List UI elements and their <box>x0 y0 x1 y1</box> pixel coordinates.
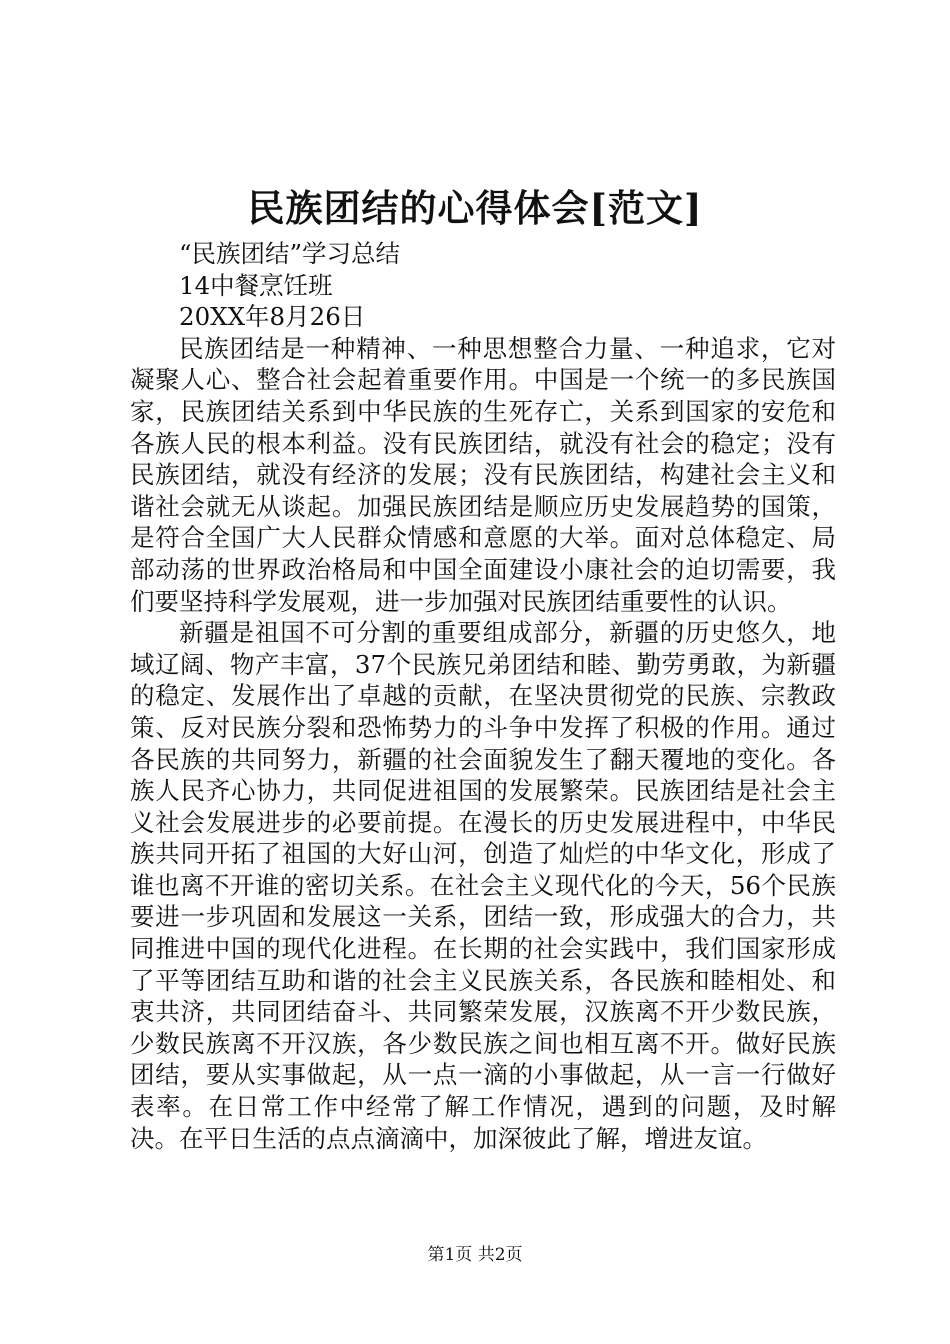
header-line-class: 14中餐烹饪班 <box>179 270 333 300</box>
page-number: 第1页 共2页 <box>427 1245 523 1265</box>
document-title: 民族团结的心得体会[范文] <box>247 186 703 230</box>
paragraph: 民族团结是一种精神、一种思想整合力量、一种追求，它对凝聚人心、整合社会起着重要作用。中国是一个统一的多民族国家，民族团结关系到中华民族的生死存亡，关系到国家的安危和各族人民的根本利益。没有民族团结，就没有社会的稳定；没有民族团结，就没有经济的发展；没有民族团结，构建社会主义和谐社会就无从谈起。加强民族团结是顺应历史发展趋势的国策，是符合全国广大人民群众情感和意愿的大举。面对总体稳定、局部动荡的世界政治格局和中国全面建设小康社会的迫切需要，我们要坚持科学发展观，进一步加强对民族团结重要性的认识。 <box>130 333 836 616</box>
paragraph: 新疆是祖国不可分割的重要组成部分，新疆的历史悠久，地域辽阔、物产丰富，37个民族兄弟团结和睦、勤劳勇敢，为新疆的稳定、发展作出了卓越的贡献，在坚决贯彻党的民族、宗教政策、反对民族分裂和恐怖势力的斗争中发挥了积极的作用。通过各民族的共同努力，新疆的社会面貌发生了翻天覆地的变化。各族人民齐心协力，共同促进祖国的发展繁荣。民族团结是社会主义社会发展进步的必要前提。在漫长的历史发展进程中，中华民族共同开拓了祖国的大好山河，创造了灿烂的中华文化，形成了谁也离不开谁的密切关系。在社会主义现代化的今天，56个民族要进一步巩固和发展这一关系，团结一致，形成强大的合力，共同推进中国的现代化进程。在长期的社会实践中，我们国家形成了平等团结互助和谐的社会主义民族关系，各民族和睦相处、和衷共济，共同团结奋斗、共同繁荣发展，汉族离不开少数民族，少数民族离不开汉族，各少数民族之间也相互离不开。做好民族团结，要从实事做起，从一点一滴的小事做起，从一言一行做好表率。在日常工作中经常了解工作情况，遇到的问题，及时解决。在平日生活的点点滴滴中，加深彼此了解，增进友谊。 <box>130 618 836 1153</box>
header-line-date: 20XX年8月26日 <box>179 302 366 332</box>
header-line-heading: “民族团结”学习总结 <box>179 239 401 268</box>
document-body <box>130 238 836 1154</box>
